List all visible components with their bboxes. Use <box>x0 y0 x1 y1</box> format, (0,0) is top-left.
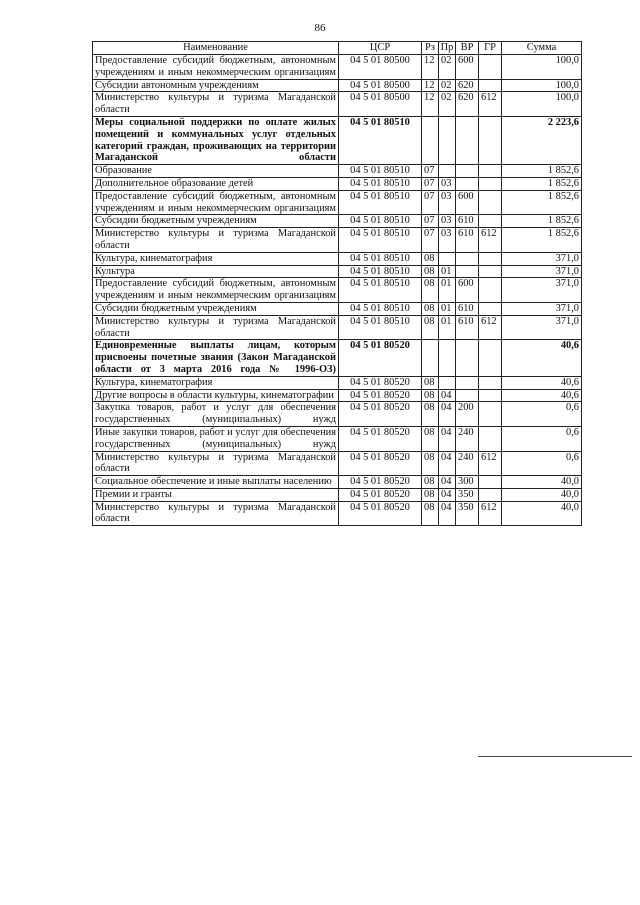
cell-csr: 04 5 01 80510 <box>339 265 422 278</box>
cell-name: Субсидии автономным учреждениям <box>93 79 339 92</box>
cell-csr: 04 5 01 80520 <box>339 501 422 526</box>
table-row <box>93 265 582 278</box>
table-row <box>93 165 582 178</box>
cell-csr: 04 5 01 80520 <box>339 451 422 476</box>
cell-gr <box>479 252 502 265</box>
cell-vr: 240 <box>456 426 479 451</box>
cell-vr: 600 <box>456 278 479 303</box>
table-row <box>93 426 582 451</box>
cell-vr <box>456 389 479 402</box>
table-row <box>93 488 582 501</box>
table-row <box>93 252 582 265</box>
cell-gr <box>479 278 502 303</box>
cell-sum: 0,6 <box>502 451 582 476</box>
cell-pr: 03 <box>439 228 456 253</box>
cell-rz: 07 <box>422 215 439 228</box>
header-name: Наименование <box>93 42 339 55</box>
table-row <box>93 376 582 389</box>
cell-vr <box>456 340 479 376</box>
cell-gr: 612 <box>479 501 502 526</box>
table-row <box>93 476 582 489</box>
cell-pr <box>439 165 456 178</box>
cell-pr: 04 <box>439 488 456 501</box>
cell-gr <box>479 116 502 164</box>
cell-vr: 240 <box>456 451 479 476</box>
page-number: 86 <box>314 22 326 34</box>
table-body <box>93 55 582 526</box>
cell-rz: 08 <box>422 252 439 265</box>
cell-pr: 02 <box>439 92 456 117</box>
cell-vr <box>456 265 479 278</box>
cell-vr: 600 <box>456 190 479 215</box>
cell-vr: 620 <box>456 79 479 92</box>
cell-sum: 371,0 <box>502 265 582 278</box>
header-rz: Рз <box>422 42 439 55</box>
header-csr: ЦСР <box>339 42 422 55</box>
cell-pr: 04 <box>439 451 456 476</box>
cell-rz: 12 <box>422 92 439 117</box>
table-row <box>93 340 582 376</box>
cell-gr <box>479 488 502 501</box>
cell-gr <box>479 265 502 278</box>
cell-csr: 04 5 01 80520 <box>339 476 422 489</box>
cell-csr: 04 5 01 80520 <box>339 389 422 402</box>
cell-sum: 1 852,6 <box>502 228 582 253</box>
cell-sum: 1 852,6 <box>502 165 582 178</box>
cell-name: Культура, кинематография <box>93 252 339 265</box>
cell-vr: 610 <box>456 228 479 253</box>
cell-sum: 40,6 <box>502 389 582 402</box>
cell-vr <box>456 116 479 164</box>
cell-vr: 620 <box>456 92 479 117</box>
cell-gr: 612 <box>479 228 502 253</box>
table-row <box>93 55 582 80</box>
cell-rz: 12 <box>422 55 439 80</box>
cell-sum: 100,0 <box>502 92 582 117</box>
cell-pr: 03 <box>439 177 456 190</box>
cell-csr: 04 5 01 80510 <box>339 190 422 215</box>
cell-name: Меры социальной поддержки по оплате жилых помещений и коммунальных услуг отдельных категорий граждан, проживающих на территории Магаданской области <box>93 116 339 164</box>
cell-pr <box>439 340 456 376</box>
cell-csr: 04 5 01 80510 <box>339 215 422 228</box>
table-row <box>93 92 582 117</box>
cell-sum: 1 852,6 <box>502 215 582 228</box>
cell-name: Министерство культуры и туризма Магаданской области <box>93 315 339 340</box>
cell-vr: 610 <box>456 302 479 315</box>
cell-vr: 350 <box>456 488 479 501</box>
cell-pr <box>439 116 456 164</box>
cell-name: Культура <box>93 265 339 278</box>
cell-rz: 12 <box>422 79 439 92</box>
cell-sum: 371,0 <box>502 252 582 265</box>
cell-name: Министерство культуры и туризма Магаданской области <box>93 92 339 117</box>
cell-pr: 04 <box>439 426 456 451</box>
cell-csr: 04 5 01 80510 <box>339 116 422 164</box>
cell-sum: 1 852,6 <box>502 190 582 215</box>
cell-pr: 03 <box>439 190 456 215</box>
cell-gr: 612 <box>479 451 502 476</box>
cell-gr: 612 <box>479 92 502 117</box>
cell-gr <box>479 389 502 402</box>
cell-rz: 07 <box>422 228 439 253</box>
cell-sum: 2 223,6 <box>502 116 582 164</box>
table-row <box>93 451 582 476</box>
cell-sum: 0,6 <box>502 426 582 451</box>
cell-pr <box>439 376 456 389</box>
cell-gr <box>479 376 502 389</box>
cell-csr: 04 5 01 80500 <box>339 92 422 117</box>
cell-name: Субсидии бюджетным учреждениям <box>93 215 339 228</box>
cell-pr <box>439 252 456 265</box>
cell-vr <box>456 252 479 265</box>
cell-rz: 07 <box>422 190 439 215</box>
cell-pr: 02 <box>439 55 456 80</box>
table-row <box>93 177 582 190</box>
cell-name: Министерство культуры и туризма Магаданской области <box>93 451 339 476</box>
cell-vr: 300 <box>456 476 479 489</box>
cell-vr: 350 <box>456 501 479 526</box>
cell-name: Другие вопросы в области культуры, кинематографии <box>93 389 339 402</box>
cell-gr <box>479 190 502 215</box>
cell-gr <box>479 165 502 178</box>
cell-name: Предоставление субсидий бюджетным, автономным учреждениям и иным некоммерческим организациям <box>93 55 339 80</box>
cell-name: Предоставление субсидий бюджетным, автономным учреждениям и иным некоммерческим организациям <box>93 190 339 215</box>
header-sum: Сумма <box>502 42 582 55</box>
cell-gr: 612 <box>479 315 502 340</box>
cell-name: Социальное обеспечение и иные выплаты населению <box>93 476 339 489</box>
cell-name: Премии и гранты <box>93 488 339 501</box>
cell-pr: 01 <box>439 278 456 303</box>
table-row <box>93 389 582 402</box>
cell-pr: 04 <box>439 389 456 402</box>
cell-sum: 40,0 <box>502 476 582 489</box>
cell-name: Министерство культуры и туризма Магаданской области <box>93 228 339 253</box>
cell-sum: 371,0 <box>502 302 582 315</box>
cell-csr: 04 5 01 80520 <box>339 488 422 501</box>
header-pr: Пр <box>439 42 456 55</box>
cell-csr: 04 5 01 80510 <box>339 165 422 178</box>
table-row <box>93 228 582 253</box>
table-row <box>93 215 582 228</box>
cell-csr: 04 5 01 80500 <box>339 79 422 92</box>
cell-rz: 08 <box>422 315 439 340</box>
cell-pr: 01 <box>439 302 456 315</box>
cell-sum: 100,0 <box>502 79 582 92</box>
cell-sum: 1 852,6 <box>502 177 582 190</box>
cell-vr <box>456 376 479 389</box>
cell-csr: 04 5 01 80510 <box>339 228 422 253</box>
cell-rz: 08 <box>422 389 439 402</box>
table-row <box>93 116 582 164</box>
header-vr: ВР <box>456 42 479 55</box>
cell-gr <box>479 476 502 489</box>
cell-sum: 40,0 <box>502 501 582 526</box>
cell-name: Иные закупки товаров, работ и услуг для обеспечения государственных (муниципальных) нужд <box>93 426 339 451</box>
cell-gr <box>479 215 502 228</box>
table-row <box>93 501 582 526</box>
cell-sum: 40,6 <box>502 340 582 376</box>
cell-sum: 40,0 <box>502 488 582 501</box>
cell-gr <box>479 426 502 451</box>
cell-rz: 07 <box>422 177 439 190</box>
cell-vr <box>456 177 479 190</box>
table-row <box>93 79 582 92</box>
cell-csr: 04 5 01 80520 <box>339 376 422 389</box>
cell-sum: 100,0 <box>502 55 582 80</box>
cell-gr <box>479 402 502 427</box>
cell-rz: 08 <box>422 302 439 315</box>
cell-vr: 610 <box>456 215 479 228</box>
cell-vr <box>456 165 479 178</box>
cell-csr: 04 5 01 80520 <box>339 426 422 451</box>
cell-sum: 40,6 <box>502 376 582 389</box>
header-gr: ГР <box>479 42 502 55</box>
cell-name: Культура, кинематография <box>93 376 339 389</box>
cell-name: Образование <box>93 165 339 178</box>
cell-pr: 01 <box>439 315 456 340</box>
cell-rz: 08 <box>422 451 439 476</box>
cell-sum: 371,0 <box>502 315 582 340</box>
cell-csr: 04 5 01 80510 <box>339 302 422 315</box>
cell-name: Дополнительное образование детей <box>93 177 339 190</box>
cell-name: Закупка товаров, работ и услуг для обеспечения государственных (муниципальных) нужд <box>93 402 339 427</box>
budget-table <box>92 41 582 526</box>
cell-vr: 600 <box>456 55 479 80</box>
cell-rz: 08 <box>422 402 439 427</box>
cell-rz <box>422 340 439 376</box>
cell-sum: 0,6 <box>502 402 582 427</box>
table-row <box>93 190 582 215</box>
cell-gr <box>479 79 502 92</box>
cell-csr: 04 5 01 80520 <box>339 340 422 376</box>
cell-rz <box>422 116 439 164</box>
cell-rz: 08 <box>422 501 439 526</box>
cell-pr: 04 <box>439 501 456 526</box>
cell-rz: 08 <box>422 376 439 389</box>
cell-rz: 08 <box>422 426 439 451</box>
cell-csr: 04 5 01 80520 <box>339 402 422 427</box>
cell-vr: 200 <box>456 402 479 427</box>
cell-vr: 610 <box>456 315 479 340</box>
cell-csr: 04 5 01 80510 <box>339 278 422 303</box>
cell-name: Субсидии бюджетным учреждениям <box>93 302 339 315</box>
cell-rz: 07 <box>422 165 439 178</box>
table-row <box>93 315 582 340</box>
cell-pr: 03 <box>439 215 456 228</box>
cell-rz: 08 <box>422 488 439 501</box>
cell-rz: 08 <box>422 278 439 303</box>
cell-csr: 04 5 01 80510 <box>339 315 422 340</box>
cell-pr: 02 <box>439 79 456 92</box>
cell-pr: 01 <box>439 265 456 278</box>
cell-csr: 04 5 01 80510 <box>339 177 422 190</box>
cell-gr <box>479 302 502 315</box>
cell-name: Министерство культуры и туризма Магаданской области <box>93 501 339 526</box>
cell-pr: 04 <box>439 402 456 427</box>
cell-rz: 08 <box>422 265 439 278</box>
cell-gr <box>479 340 502 376</box>
cell-name: Единовременные выплаты лицам, которым присвоены почетные звания (Закон Магаданской области от 3 марта 2016 года № 1996-ОЗ) <box>93 340 339 376</box>
cell-csr: 04 5 01 80510 <box>339 252 422 265</box>
table-row <box>93 302 582 315</box>
table-row <box>93 278 582 303</box>
table-row <box>93 402 582 427</box>
cell-gr <box>479 55 502 80</box>
cell-gr <box>479 177 502 190</box>
cell-pr: 04 <box>439 476 456 489</box>
table-header-row <box>93 42 582 55</box>
cell-csr: 04 5 01 80500 <box>339 55 422 80</box>
cell-name: Предоставление субсидий бюджетным, автономным учреждениям и иным некоммерческим организациям <box>93 278 339 303</box>
cell-rz: 08 <box>422 476 439 489</box>
cell-sum: 371,0 <box>502 278 582 303</box>
bottom-rule <box>478 756 632 757</box>
